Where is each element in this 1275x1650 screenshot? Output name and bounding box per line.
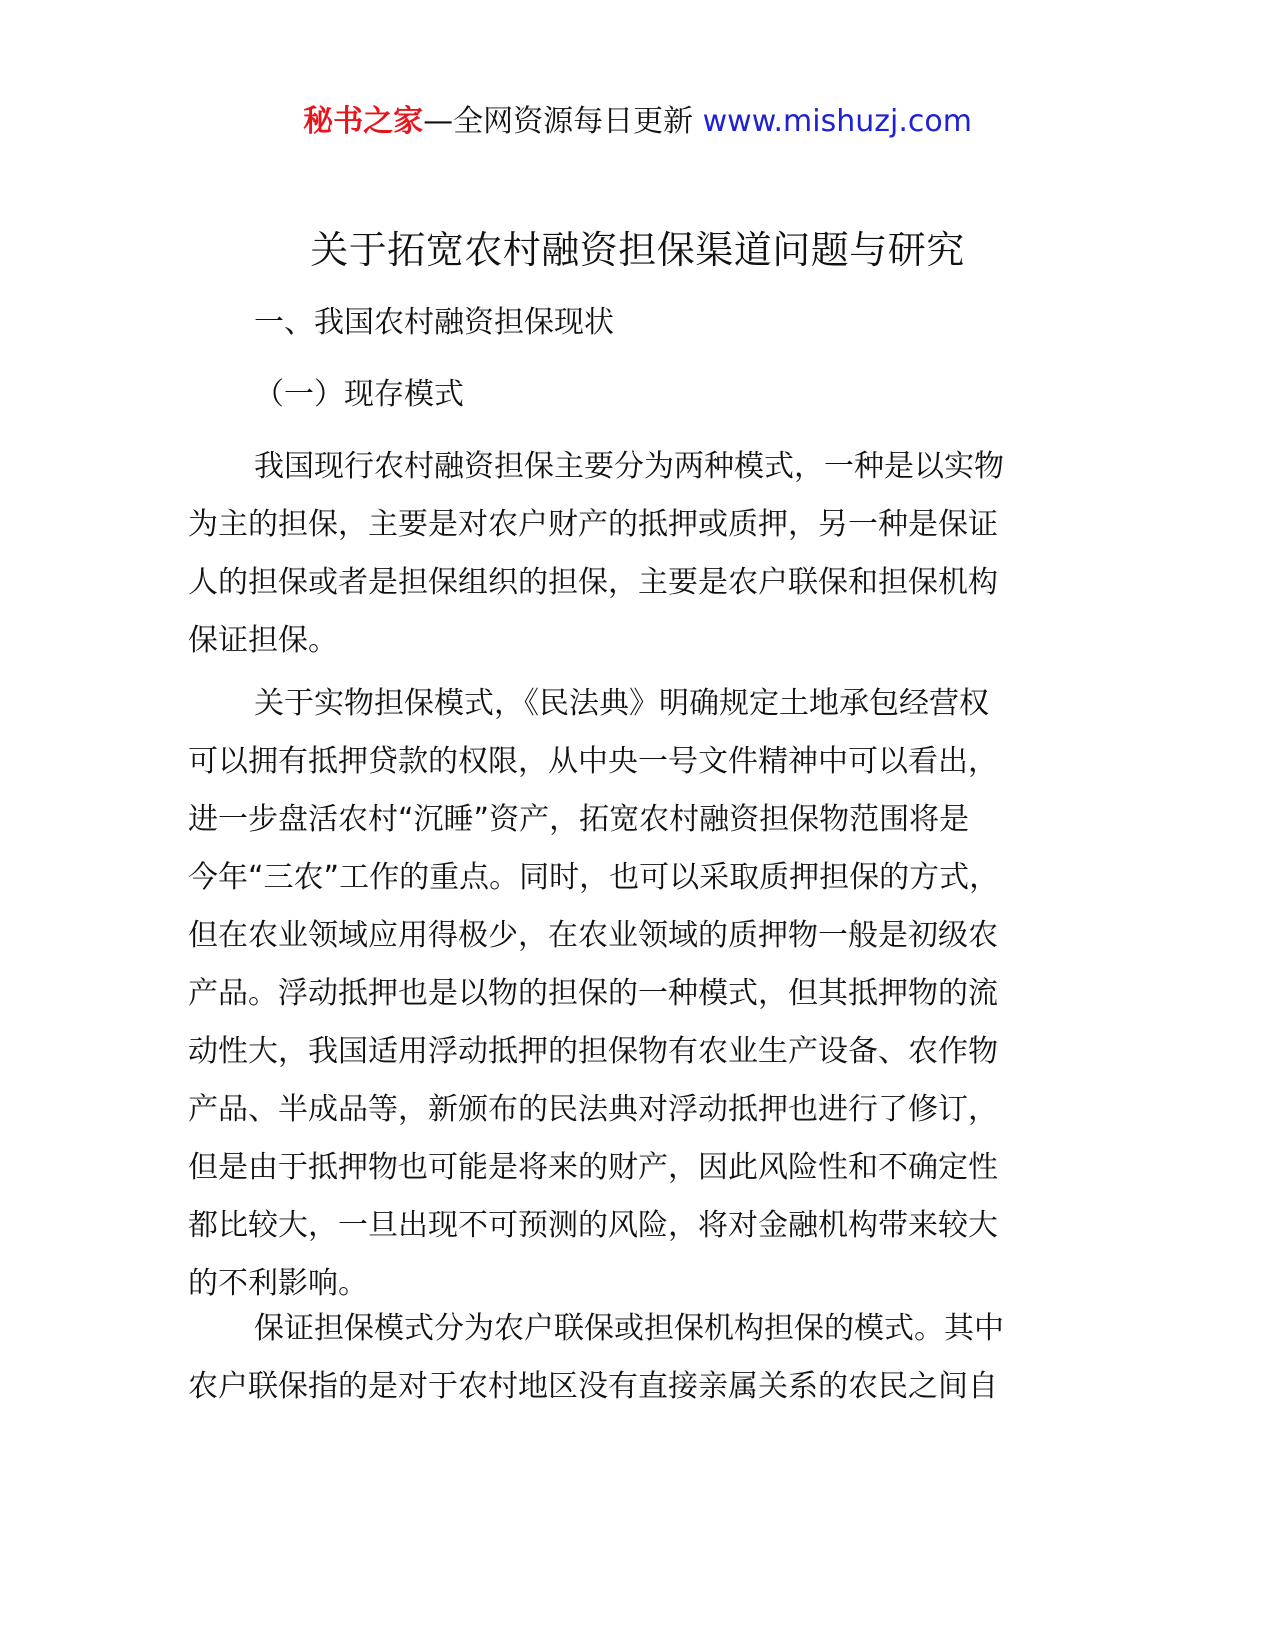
site-header [0, 100, 1275, 144]
paragraph-text: 关于实物担保模式，《民法典》明确规定土地承包经营权 可以拥有抵押贷款的权限，从中央一号文件精神中可以看出， 进一步盘活农村“沉睡”资产，拓宽农村融资担保物范围将是 今年“三农”工作的重点。同时，也可以采取质押担保的方式， 但在农业领域应用得极少，在农业领域的质押物一般是初级农 产品。浮动抵押也是以物的担保的一种模式，但其抵押物的流 动性大，我国适用浮动抵押的担保物有农业生产设备、农作物 产品、半成品等，新颁布的民法典对浮动抵押也进行了修订， 但是由于抵押物也可能是将来的财产，因此风险性和不确定性 都比较大，一旦出现不可预测的风险，将对金融机构带来较大 的不利影响。 [188, 686, 1000, 1301]
body-paragraph-1 [188, 438, 1088, 670]
section-heading: 一、我国农村融资担保现状 [254, 305, 614, 340]
document-title: 关于拓宽农村融资担保渠道问题与研究 [310, 228, 965, 272]
body-paragraph-2 [188, 675, 1088, 1313]
paragraph-text: 保证担保模式分为农户联保或担保机构担保的模式。其中 农户联保指的是对于农村地区没有直接亲属关系的农民之间自 [188, 1311, 1004, 1404]
site-tagline: —全网资源每日更新 [423, 104, 703, 139]
subsection-heading: （一）现存模式 [254, 377, 464, 412]
paragraph-text: 我国现行农村融资担保主要分为两种模式，一种是以实物 为主的担保，主要是对农户财产的抵押或质押，另一种是保证 人的担保或者是担保组织的担保，主要是农户联保和担保机构 保证担保。 [188, 449, 1004, 658]
site-brand: 秘书之家 [303, 104, 424, 139]
site-url-link[interactable]: www.mishuzj.com [702, 104, 972, 139]
body-paragraph-3 [188, 1300, 1088, 1416]
